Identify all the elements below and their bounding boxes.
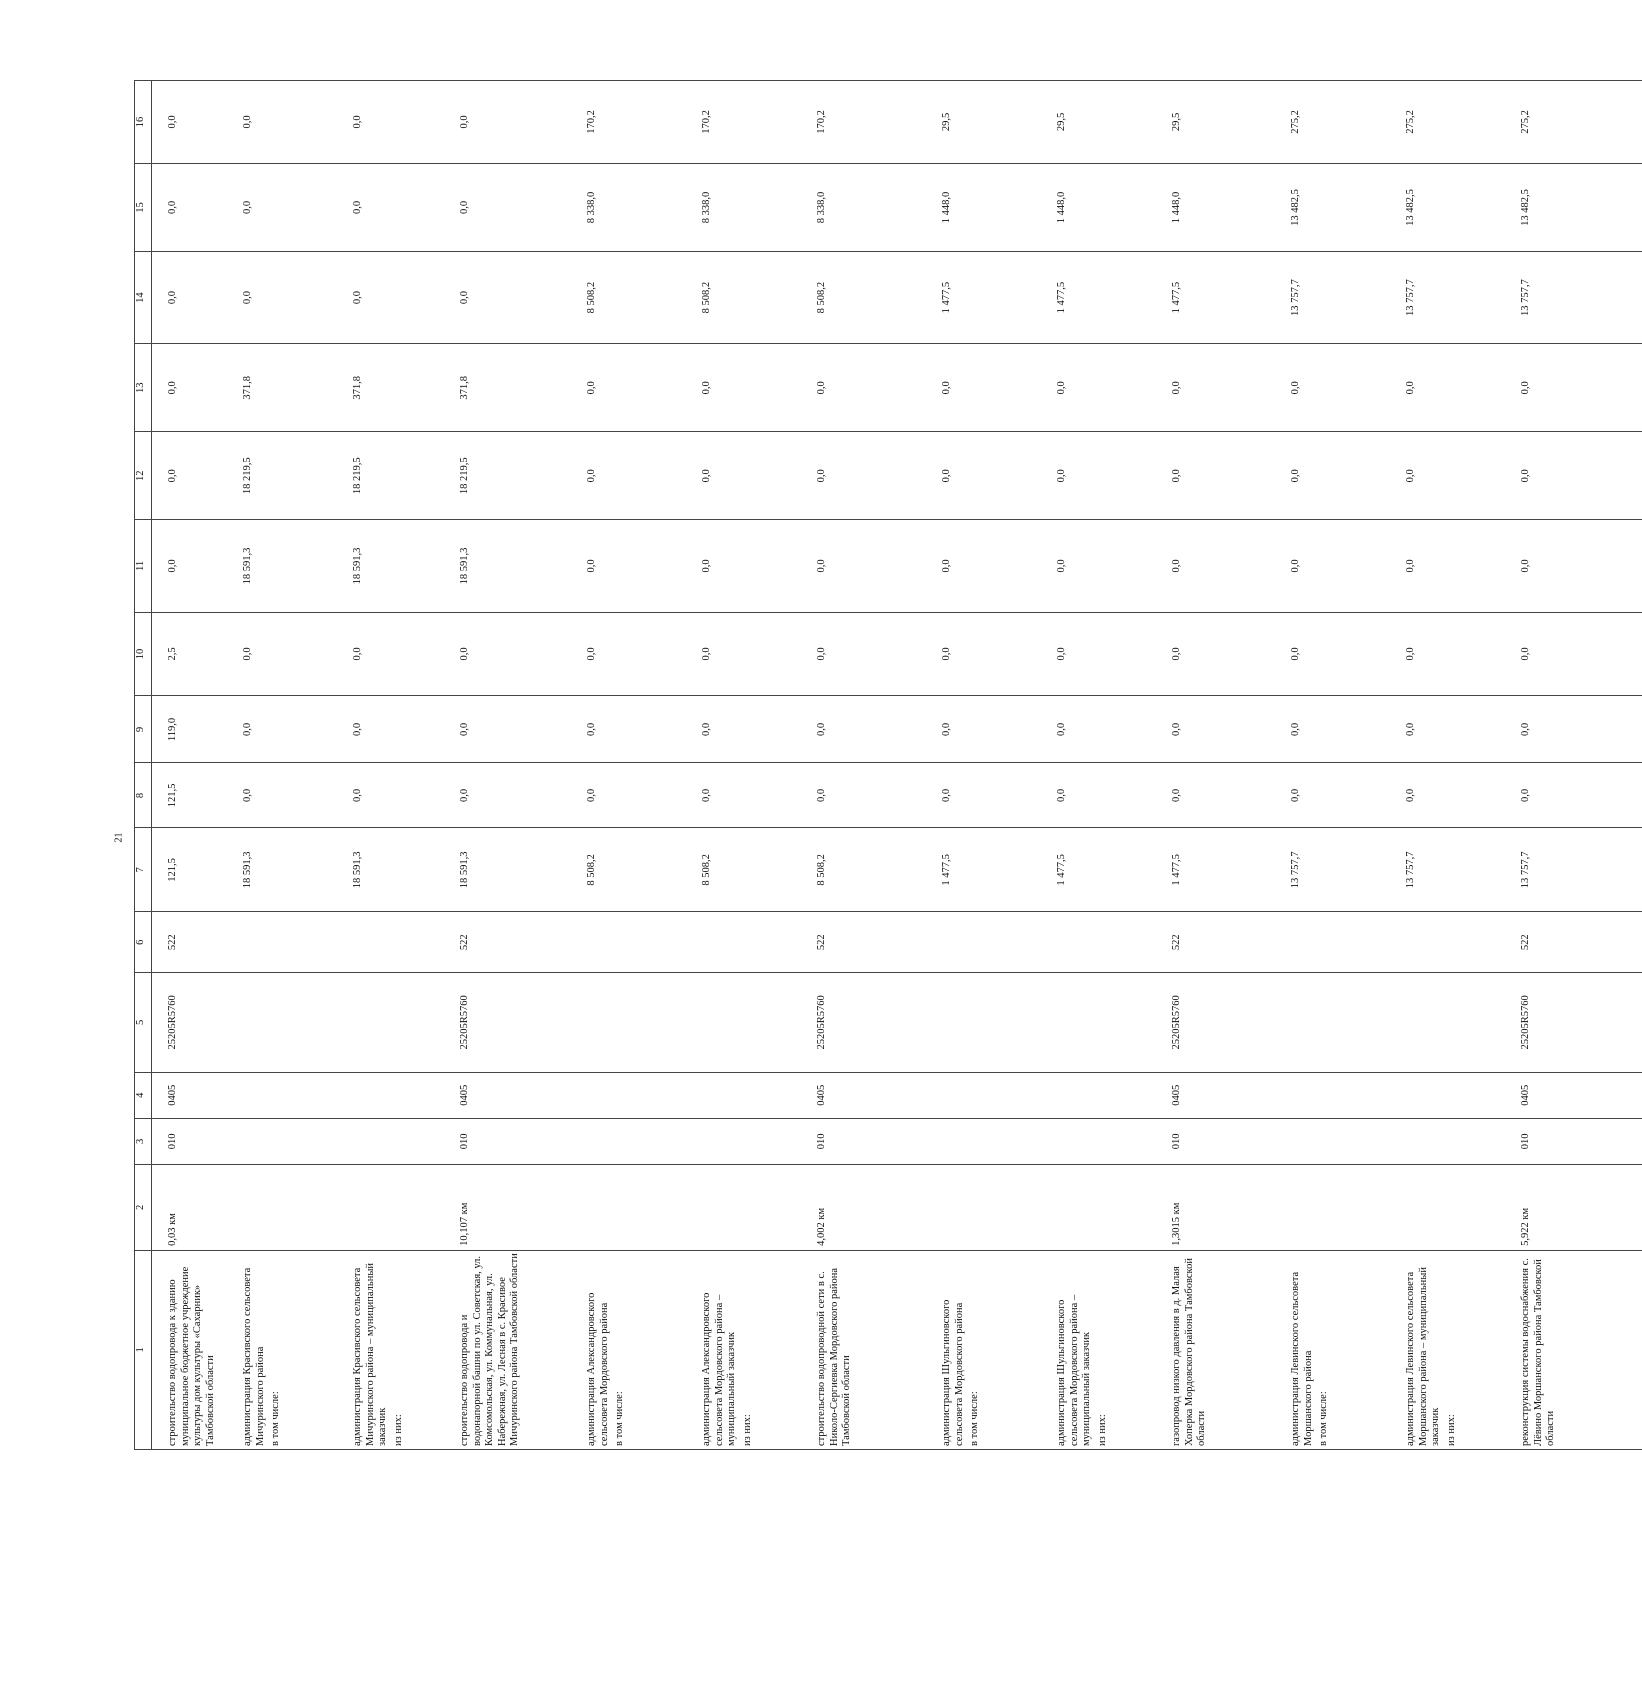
table-cell: 0,0	[337, 612, 444, 696]
table-cell: 0,0	[686, 696, 801, 763]
row-name-cell	[227, 1250, 337, 1449]
row-name-cell	[1275, 1250, 1390, 1449]
row-name-cell	[152, 1250, 228, 1449]
table-cell: 0,0	[1390, 763, 1505, 828]
table-cell: 29,5	[926, 81, 1041, 164]
table-cell	[686, 912, 801, 973]
table-cell: 0,03 км	[152, 1164, 228, 1250]
row-sub-label: в том числе:	[270, 1391, 281, 1446]
row-name: строительство водопровода и водонапорной башни по ул. Советская, ул. Комсомольская, ул. Коммунальная, ул. Набережная, ул. Лесная в с. Красивое Мичуринского района Тамбовской области	[459, 1253, 520, 1446]
table-cell	[686, 973, 801, 1073]
table-cell: 0,0	[152, 344, 228, 432]
table-cell: 0,0	[227, 763, 337, 828]
table-cell: 0,0	[926, 612, 1041, 696]
table-cell	[1275, 912, 1390, 973]
table-cell: 010	[1156, 1118, 1275, 1164]
table-cell: 0,0	[152, 251, 228, 343]
table-cell	[1041, 1118, 1156, 1164]
table-cell: 0,0	[926, 763, 1041, 828]
column-header: 16	[135, 81, 152, 164]
table-cell: 0,0	[571, 520, 686, 612]
table-cell	[337, 1072, 444, 1118]
table-cell: 18 219,5	[227, 432, 337, 520]
table-cell	[337, 1118, 444, 1164]
table-cell: 0,0	[571, 432, 686, 520]
table-cell: 0,0	[571, 696, 686, 763]
row-name: администрация Левинского сельсовета Моршанского района	[1290, 1271, 1314, 1446]
table-cell: 13 757,7	[1390, 828, 1505, 912]
table-cell	[227, 1118, 337, 1164]
table-cell: 170,2	[801, 81, 926, 164]
table-cell	[337, 912, 444, 973]
table-cell: 1 448,0	[1041, 163, 1156, 251]
table-cell: 1 477,5	[1156, 251, 1275, 343]
table-cell: 371,8	[227, 344, 337, 432]
table-row	[1156, 81, 1275, 1450]
table-cell: 0,0	[444, 763, 571, 828]
table-cell: 0,0	[337, 163, 444, 251]
table-cell: 13 482,5	[1390, 163, 1505, 251]
table-cell: 0,0	[1041, 344, 1156, 432]
table-cell: 25205R5760	[152, 973, 228, 1073]
table-cell: 0,0	[1041, 432, 1156, 520]
table-cell: 8 508,2	[571, 251, 686, 343]
table-cell: 1 477,5	[926, 251, 1041, 343]
table-cell: 18 591,3	[227, 520, 337, 612]
table-cell: 0,0	[1390, 432, 1505, 520]
table-cell: 18 219,5	[444, 432, 571, 520]
table-cell: 121,5	[152, 763, 228, 828]
table-cell: 29,5	[1041, 81, 1156, 164]
table-cell: 0,0	[1156, 696, 1275, 763]
row-sub-label: в том числе:	[969, 1391, 980, 1446]
table-cell: 13 482,5	[1275, 163, 1390, 251]
table-cell	[1041, 973, 1156, 1073]
row-sub-label: в том числе:	[1318, 1391, 1329, 1446]
table-cell	[227, 973, 337, 1073]
table-cell: 0,0	[801, 696, 926, 763]
table-row	[801, 81, 926, 1450]
table-cell: 0,0	[1275, 344, 1390, 432]
table-cell: 8 338,0	[801, 163, 926, 251]
table-row	[571, 81, 686, 1450]
table-cell: 0,0	[801, 432, 926, 520]
table-cell: 4,002 км	[801, 1164, 926, 1250]
table-cell: 0,0	[227, 251, 337, 343]
table-cell: 522	[444, 912, 571, 973]
table-cell: 0,0	[1041, 696, 1156, 763]
column-header: 5	[135, 973, 152, 1073]
table-cell: 18 591,3	[337, 828, 444, 912]
table-cell: 0,0	[926, 520, 1041, 612]
table-cell: 1 477,5	[1156, 828, 1275, 912]
table-cell: 0,0	[801, 612, 926, 696]
table-cell: 0,0	[1390, 344, 1505, 432]
table-cell: 275,2	[1390, 81, 1505, 164]
table-cell: 010	[444, 1118, 571, 1164]
table-cell: 8 508,2	[571, 828, 686, 912]
budget-table	[134, 80, 1556, 1450]
table-cell: 0,0	[152, 520, 228, 612]
table-cell	[1390, 1118, 1505, 1164]
table-cell: 0,0	[571, 763, 686, 828]
table-cell: 0,0	[1275, 612, 1390, 696]
column-header: 11	[135, 520, 152, 612]
row-name-cell	[686, 1250, 801, 1449]
row-name-cell	[571, 1250, 686, 1449]
table-cell: 13 757,7	[1505, 828, 1642, 912]
table-cell	[1275, 1118, 1390, 1164]
row-name-cell	[926, 1250, 1041, 1449]
row-name: администрация Шульгиновского сельсовета Мордовского района	[941, 1299, 965, 1446]
table-cell: 25205R5760	[1156, 973, 1275, 1073]
column-header: 6	[135, 912, 152, 973]
table-cell	[1275, 1164, 1390, 1250]
table-cell: 0,0	[1156, 432, 1275, 520]
table-cell: 18 591,3	[337, 520, 444, 612]
table-row	[1505, 81, 1642, 1450]
row-name: администрация Красивского сельсовета Мичуринского района	[242, 1267, 266, 1446]
table-cell: 0,0	[1390, 520, 1505, 612]
table-cell: 0,0	[926, 696, 1041, 763]
table-cell: 0,0	[152, 81, 228, 164]
table-cell: 8 338,0	[571, 163, 686, 251]
page-number: 21	[113, 832, 125, 843]
table-cell: 10,107 км	[444, 1164, 571, 1250]
table-cell: 275,2	[1275, 81, 1390, 164]
table-cell: 0,0	[1505, 612, 1642, 696]
table-cell: 0,0	[152, 163, 228, 251]
table-cell: 1 448,0	[926, 163, 1041, 251]
table-cell: 0,0	[1041, 520, 1156, 612]
table-cell: 119,0	[152, 696, 228, 763]
table-cell: 8 338,0	[686, 163, 801, 251]
table-cell: 0,0	[227, 163, 337, 251]
table-cell: 0,0	[686, 612, 801, 696]
row-name-cell	[337, 1250, 444, 1449]
table-cell: 170,2	[571, 81, 686, 164]
table-row	[152, 81, 228, 1450]
table-cell: 1 477,5	[1041, 828, 1156, 912]
table-cell: 13 757,7	[1505, 251, 1642, 343]
column-header: 15	[135, 163, 152, 251]
table-cell	[227, 1072, 337, 1118]
row-name: строительство водопроводной сети в с. Николо-Сергиевка Мордовского района Тамбовской области	[816, 1267, 852, 1446]
table-cell: 1 448,0	[1156, 163, 1275, 251]
table-cell	[571, 1072, 686, 1118]
table-cell: 0,0	[686, 344, 801, 432]
table-cell: 2,5	[152, 612, 228, 696]
table-cell: 13 757,7	[1275, 828, 1390, 912]
table-cell	[227, 912, 337, 973]
table-cell: 1 477,5	[926, 828, 1041, 912]
table-cell	[1275, 1072, 1390, 1118]
table-cell: 275,2	[1505, 81, 1642, 164]
column-header: 10	[135, 612, 152, 696]
table-cell: 0405	[152, 1072, 228, 1118]
table-cell: 25205R5760	[801, 973, 926, 1073]
table-cell: 371,8	[444, 344, 571, 432]
table-cell: 0,0	[227, 81, 337, 164]
table-cell	[926, 912, 1041, 973]
table-cell: 13 482,5	[1505, 163, 1642, 251]
table-cell: 010	[1505, 1118, 1642, 1164]
table-cell: 8 508,2	[686, 251, 801, 343]
row-name: администрация Красивского сельсовета Мичуринского района – муниципальный заказчик	[352, 1263, 388, 1446]
header-row	[135, 81, 152, 1450]
table-cell: 0405	[1505, 1072, 1642, 1118]
table-cell: 0,0	[1505, 696, 1642, 763]
table-cell: 522	[1505, 912, 1642, 973]
row-name-cell	[1505, 1250, 1642, 1449]
table-cell: 0,0	[571, 344, 686, 432]
table-cell: 13 757,7	[1275, 251, 1390, 343]
table-cell: 8 508,2	[801, 828, 926, 912]
column-header: 1	[135, 1250, 152, 1449]
table-cell: 18 591,3	[444, 828, 571, 912]
table-cell: 8 508,2	[801, 251, 926, 343]
table-cell	[337, 1164, 444, 1250]
table-cell: 0,0	[152, 432, 228, 520]
column-header: 14	[135, 251, 152, 343]
table-cell: 0,0	[686, 432, 801, 520]
table-cell: 0,0	[1505, 344, 1642, 432]
table-cell	[686, 1072, 801, 1118]
table-cell: 0,0	[337, 696, 444, 763]
row-name-cell	[1156, 1250, 1275, 1449]
table-cell: 0,0	[1041, 763, 1156, 828]
table-cell: 18 591,3	[444, 520, 571, 612]
table-cell	[227, 1164, 337, 1250]
table-row	[444, 81, 571, 1450]
table-cell: 0,0	[1275, 696, 1390, 763]
column-header: 8	[135, 763, 152, 828]
table-cell	[1390, 912, 1505, 973]
table-cell: 522	[1156, 912, 1275, 973]
table-cell: 0,0	[801, 763, 926, 828]
table-cell: 13 757,7	[1390, 251, 1505, 343]
table-row	[926, 81, 1041, 1450]
table-cell: 0,0	[1505, 763, 1642, 828]
table-cell: 0405	[801, 1072, 926, 1118]
table-cell: 5,922 км	[1505, 1164, 1642, 1250]
table-cell: 0,0	[571, 612, 686, 696]
table-cell	[686, 1164, 801, 1250]
table-cell: 0,0	[1156, 344, 1275, 432]
row-name: администрация Шульгиновского сельсовета Мордовского района – муниципальный заказчик	[1056, 1294, 1092, 1446]
table-cell: 0,0	[337, 763, 444, 828]
table-cell: 0,0	[686, 520, 801, 612]
table-cell	[571, 1164, 686, 1250]
table-cell: 0405	[1156, 1072, 1275, 1118]
table-row	[1275, 81, 1390, 1450]
row-sub-label: в том числе:	[614, 1391, 625, 1446]
table-cell: 0,0	[686, 763, 801, 828]
table-cell: 0,0	[1390, 612, 1505, 696]
table-cell: 0,0	[227, 612, 337, 696]
table-cell	[1275, 973, 1390, 1073]
table-cell: 0,0	[1156, 520, 1275, 612]
table-cell	[926, 1118, 1041, 1164]
table-cell: 0,0	[1275, 432, 1390, 520]
column-header: 9	[135, 696, 152, 763]
column-header: 13	[135, 344, 152, 432]
row-name: строительство водопровода к зданию муниципальное бюджетное учреждение культуры дом культуры «Сахарник» Тамбовской области	[167, 1266, 216, 1446]
table-row	[227, 81, 337, 1450]
table-cell	[1390, 1164, 1505, 1250]
table-cell: 0,0	[1275, 763, 1390, 828]
table-cell: 0,0	[444, 696, 571, 763]
table-cell: 371,8	[337, 344, 444, 432]
table-cell: 0,0	[1505, 432, 1642, 520]
row-sub-label: из них:	[1096, 1414, 1108, 1446]
column-header: 2	[135, 1164, 152, 1250]
table-cell	[571, 1118, 686, 1164]
table-cell: 121,5	[152, 828, 228, 912]
table-cell: 0,0	[801, 520, 926, 612]
table-cell: 0,0	[444, 81, 571, 164]
table-row	[1041, 81, 1156, 1450]
table-cell: 0405	[444, 1072, 571, 1118]
table-cell: 25205R5760	[444, 973, 571, 1073]
row-sub-label: из них:	[741, 1414, 753, 1446]
table-cell	[337, 973, 444, 1073]
table-cell	[1041, 1164, 1156, 1250]
column-header: 4	[135, 1072, 152, 1118]
table-row	[686, 81, 801, 1450]
table-cell	[1390, 973, 1505, 1073]
row-name: администрация Александровского сельсовета Мордовского района – муниципальный заказчик	[701, 1292, 737, 1446]
table-cell: 18 219,5	[337, 432, 444, 520]
table-cell: 522	[152, 912, 228, 973]
table-cell: 0,0	[926, 432, 1041, 520]
table-cell: 18 591,3	[227, 828, 337, 912]
row-sub-label: из них:	[392, 1414, 404, 1446]
table-cell: 1,3015 км	[1156, 1164, 1275, 1250]
row-sub-label: из них:	[1445, 1414, 1457, 1446]
row-name-cell	[1041, 1250, 1156, 1449]
table-cell: 0,0	[337, 251, 444, 343]
column-header: 3	[135, 1118, 152, 1164]
table-cell	[1041, 1072, 1156, 1118]
table-cell	[1041, 912, 1156, 973]
table-cell: 0,0	[444, 163, 571, 251]
column-header: 12	[135, 432, 152, 520]
row-name-cell	[801, 1250, 926, 1449]
table-cell: 0,0	[1275, 520, 1390, 612]
table-cell: 1 477,5	[1041, 251, 1156, 343]
row-name-cell	[444, 1250, 571, 1449]
row-name: газопровод низкого давления в д. Малая Хоперка Мордовского района Тамбовской области	[1171, 1258, 1207, 1446]
column-header: 7	[135, 828, 152, 912]
row-name: администрация Левинского сельсовета Моршанского района – муниципальный заказчик	[1405, 1267, 1441, 1446]
table-cell: 25205R5760	[1505, 973, 1642, 1073]
table-row	[1390, 81, 1505, 1450]
table-cell: 0,0	[1156, 763, 1275, 828]
table-cell	[686, 1118, 801, 1164]
table-cell: 0,0	[801, 344, 926, 432]
table-cell	[571, 973, 686, 1073]
table-cell: 0,0	[444, 612, 571, 696]
table-cell: 8 508,2	[686, 828, 801, 912]
table-cell	[1390, 1072, 1505, 1118]
table-cell: 0,0	[337, 81, 444, 164]
table-cell	[571, 912, 686, 973]
table-cell: 0,0	[1390, 696, 1505, 763]
row-name: администрация Александровского сельсовета Мордовского района	[586, 1292, 610, 1446]
table-cell: 0,0	[1505, 520, 1642, 612]
table-cell: 010	[152, 1118, 228, 1164]
table-cell: 170,2	[686, 81, 801, 164]
table-row	[337, 81, 444, 1450]
row-name: реконструкция системы водоснабжения с. Лёвино Моршанского района Тамбовской области	[1520, 1258, 1556, 1446]
table-cell: 0,0	[1041, 612, 1156, 696]
table-cell	[926, 1164, 1041, 1250]
table-cell: 29,5	[1156, 81, 1275, 164]
table-cell: 010	[801, 1118, 926, 1164]
table-cell: 522	[801, 912, 926, 973]
table-cell: 0,0	[227, 696, 337, 763]
table-cell: 0,0	[1156, 612, 1275, 696]
table-cell: 0,0	[926, 344, 1041, 432]
row-name-cell	[1390, 1250, 1505, 1449]
table-cell: 0,0	[444, 251, 571, 343]
table-cell	[926, 1072, 1041, 1118]
table-cell	[926, 973, 1041, 1073]
